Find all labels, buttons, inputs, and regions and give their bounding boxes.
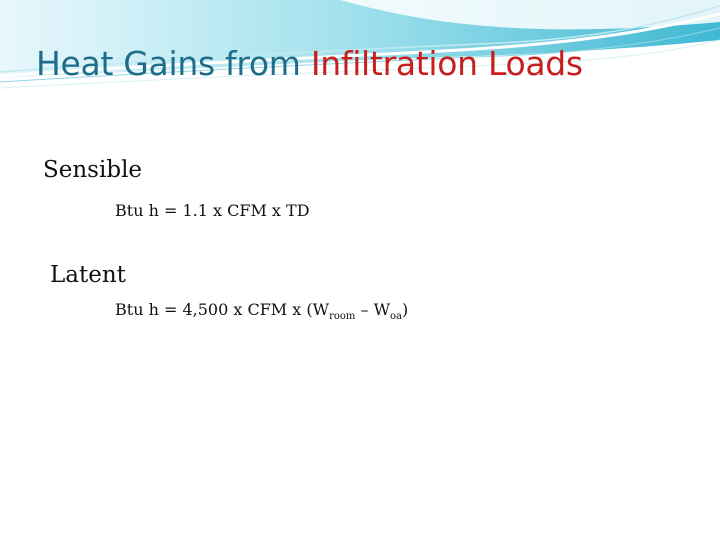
sensible-heading: Sensible bbox=[43, 157, 143, 183]
sensible-equation: Btu h = 1.1 x CFM x TD bbox=[115, 201, 310, 220]
latent-equation-prefix: Btu h = 4,500 x CFM x (W bbox=[115, 300, 330, 319]
latent-equation bbox=[115, 300, 408, 322]
latent-equation-suffix: ) bbox=[402, 300, 409, 319]
title-part-primary: Heat Gains from bbox=[36, 44, 311, 83]
latent-heading: Latent bbox=[50, 262, 126, 288]
slide-title bbox=[36, 44, 583, 83]
latent-equation-middle: – W bbox=[355, 300, 391, 319]
latent-subscript-oa: oa bbox=[390, 311, 402, 322]
title-part-accent: Infiltration Loads bbox=[310, 44, 583, 83]
latent-subscript-room: room bbox=[329, 311, 356, 322]
